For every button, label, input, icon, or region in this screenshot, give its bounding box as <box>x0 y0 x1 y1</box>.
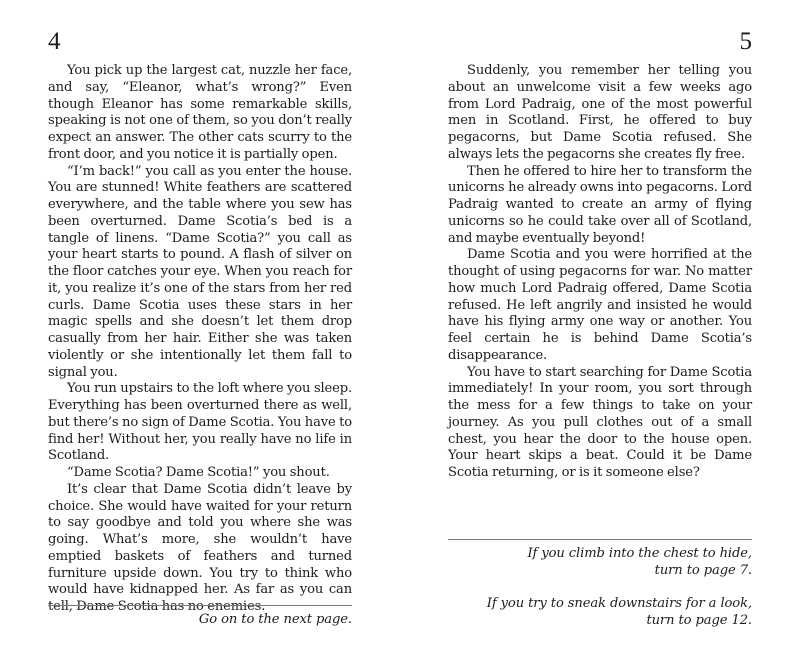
paragraph: “Dame Scotia? Dame Scotia!” you shout. <box>67 465 330 480</box>
paragraph: You have to start searching for Dame Scotia immediately! In your room, you sort through the mess for a few things to take on your journey. As you pull clothes out of a small chest, you hear the door to the house open. Your heart skips a beat. Could it be Dame Scotia returning, or is it someone else? <box>448 364 752 480</box>
paragraph: Suddenly, you remember her telling you about an unwelcome visit a few weeks ago from Lord Padraig, one of the most powerful men in Scotland. First, he offered to buy pegacorns, but Dame Scotia refused. She always lets the pegacorns she creates fly free. <box>448 63 752 162</box>
page-body <box>48 63 352 616</box>
choice-sneak-downstairs <box>448 596 752 630</box>
right-page <box>448 0 752 657</box>
choice-instruction: turn to page 7. <box>654 562 752 578</box>
page-number: 4 <box>48 28 61 55</box>
choice-hide-in-chest <box>448 546 752 580</box>
paragraph: It’s clear that Dame Scotia didn’t leave by choice. She would have waited for your return to say goodbye and told you where she was going. What’s more, she wouldn’t have emptied baskets of feathers and turned furniture upside down. You try to think who would have kidnapped her. As far as you can tell, Dame Scotia has no enemies. <box>48 481 352 614</box>
paragraph: Dame Scotia and you were horrified at the thought of using pegacorns for war. No matter how much Lord Padraig offered, Dame Scotia refused. He left angrily and insisted he would have his flying army one way or another. You feel certain he is behind Dame Scotia’s disappearance. <box>448 247 752 363</box>
paragraph: “I’m back!” you call as you enter the house. You are stunned! White feathers are scattered everywhere, and the table where you sew has been overturned. Dame Scotia’s bed is a tangle of linens. “Dame Scotia?” you call as your heart starts to pound. A flash of silver on the floor catches your eye. When you reach for it, you realize it’s one of the stars from her red curls. Dame Scotia uses these stars in her magic spells and she doesn’t let them drop casually from her hair. Either she was taken violently or she intentionally let them fall to signal you. <box>48 163 352 380</box>
story-choices <box>448 546 752 647</box>
continue-note: Go on to the next page. <box>198 612 352 627</box>
paragraph: You pick up the largest cat, nuzzle her face, and say, “Eleanor, what’s wrong?” Even though Eleanor has some remarkable skills, speaking is not one of them, so you don’t really expect an answer. The other cats scurry to the front door, and you notice it is partially open. <box>48 63 352 162</box>
choice-condition: If you climb into the chest to hide, <box>527 546 752 561</box>
left-page <box>48 0 352 657</box>
choice-instruction: turn to page 12. <box>646 613 752 628</box>
page-number: 5 <box>739 28 752 55</box>
footer-divider <box>48 605 352 606</box>
paragraph: Then he offered to hire her to transform the unicorns he already owns into pegacorns. Lord Padraig wanted to create an army of flying unicorns so he could take over all of Scotland, and maybe eventually beyond! <box>448 163 752 246</box>
choices-divider <box>448 539 752 540</box>
choice-condition: If you try to sneak downstairs for a look, <box>486 596 752 612</box>
page-body <box>448 63 752 482</box>
paragraph: You run upstairs to the loft where you sleep. Everything has been overturned there as well, but there’s no sign of Dame Scotia. You have to find her! Without her, you really have no life in Scotland. <box>48 381 352 464</box>
